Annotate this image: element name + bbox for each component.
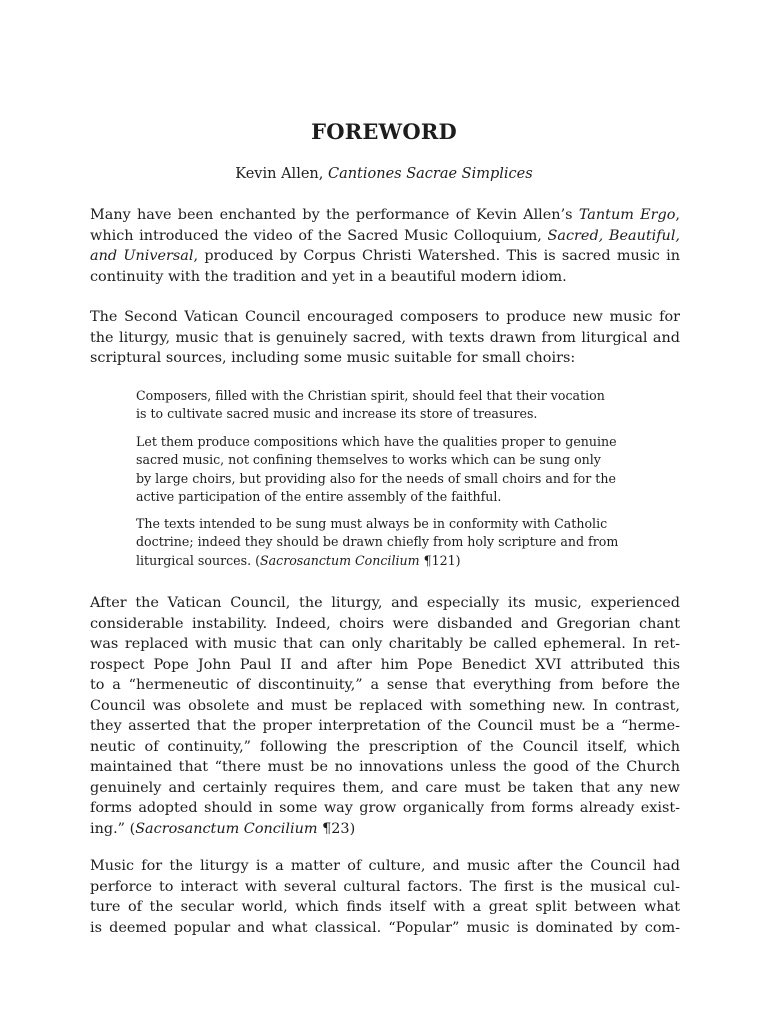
paragraph-line: neutic of continuity,” following the prescription of the Council itself, which (90, 738, 680, 755)
paragraph-line: considerable instability. Indeed, choirs were disbanded and Gregorian chant (90, 615, 680, 632)
paragraph-4 (90, 856, 680, 938)
quote-line: sacred music, not confining themselves to works which can be sung only (136, 452, 601, 468)
paragraph-line: and Universal, produced by Corpus Christi Watershed. This is sacred music in (90, 248, 680, 264)
block-quote-2 (136, 433, 636, 506)
quote-line: The texts intended to be sung must always be in conformity with Catholic (136, 516, 608, 531)
paragraph-line: Many have been enchanted by the performance of Kevin Allen’s Tantum Ergo, (90, 207, 680, 223)
subtitle (0, 166, 768, 182)
paragraph-line: After the Vatican Council, the liturgy, and especially its music, experienced (90, 595, 680, 611)
paragraph-line: to a “hermeneutic of discontinuity,” a sense that everything from before the (90, 677, 680, 693)
subtitle-author: Kevin Allen, (235, 166, 324, 182)
page-title: FOREWORD (311, 119, 457, 144)
paragraph-3 (90, 593, 680, 839)
paragraph-line: genuinely and certainly requires them, and care must be taken that any new (90, 779, 680, 796)
paragraph-2 (90, 307, 680, 369)
paragraph-line: forms adopted should in some way grow organically from forms already exist- (90, 800, 680, 816)
quote-line: active participation of the entire assembly of the faithful. (136, 488, 502, 504)
paragraph-1 (90, 205, 680, 287)
paragraph-line: The Second Vatican Council encouraged composers to produce new music for (90, 309, 680, 325)
quote-line: liturgical sources. (Sacrosanctum Concilium ¶121) (136, 552, 461, 568)
paragraph-line: Music for the liturgy is a matter of culture, and music after the Council had (90, 858, 680, 874)
paragraph-line: which introduced the video of the Sacred Music Colloquium, Sacred, Beautiful, (90, 227, 680, 244)
quote-line: by large choirs, but providing also for the needs of small choirs and for the (136, 470, 616, 486)
paragraph-line: is deemed popular and what classical. “Popular” music is dominated by com- (90, 919, 680, 936)
paragraph-line: continuity with the tradition and yet in a beautiful modern idiom. (90, 268, 567, 285)
quote-line: Let them produce compositions which have the qualities proper to genuine (136, 434, 617, 449)
quote-line: doctrine; indeed they should be drawn chiefly from holy scripture and from (136, 534, 619, 550)
block-quote-1 (136, 387, 636, 424)
block-quote-3 (136, 515, 636, 570)
paragraph-line: perforce to interact with several cultural factors. The first is the musical cul- (90, 878, 680, 895)
paragraph-line: scriptural sources, including some music suitable for small choirs: (90, 350, 576, 366)
paragraph-line: was replaced with music that can only charitably be called ephemeral. In ret- (90, 636, 680, 652)
paragraph-line: Council was obsolete and must be replaced with something new. In contrast, (90, 697, 680, 714)
paragraph-line: they asserted that the proper interpretation of the Council must be a “herme- (90, 718, 680, 734)
paragraph-line: the liturgy, music that is genuinely sacred, with texts drawn from liturgical and (90, 329, 680, 346)
paragraph-line: maintained that “there must be no innovations unless the good of the Church (90, 759, 680, 775)
quote-line: is to cultivate sacred music and increase its store of treasures. (136, 406, 538, 422)
paragraph-line: ture of the secular world, which finds itself with a great split between what (90, 899, 680, 915)
paragraph-line: ing.” (Sacrosanctum Concilium ¶23) (90, 820, 356, 837)
subtitle-work: Cantiones Sacrae Simplices (327, 166, 533, 182)
quote-line: Composers, filled with the Christian spirit, should feel that their vocation (136, 388, 605, 403)
paragraph-line: rospect Pope John Paul II and after him Pope Benedict XVI attributed this (90, 656, 680, 673)
